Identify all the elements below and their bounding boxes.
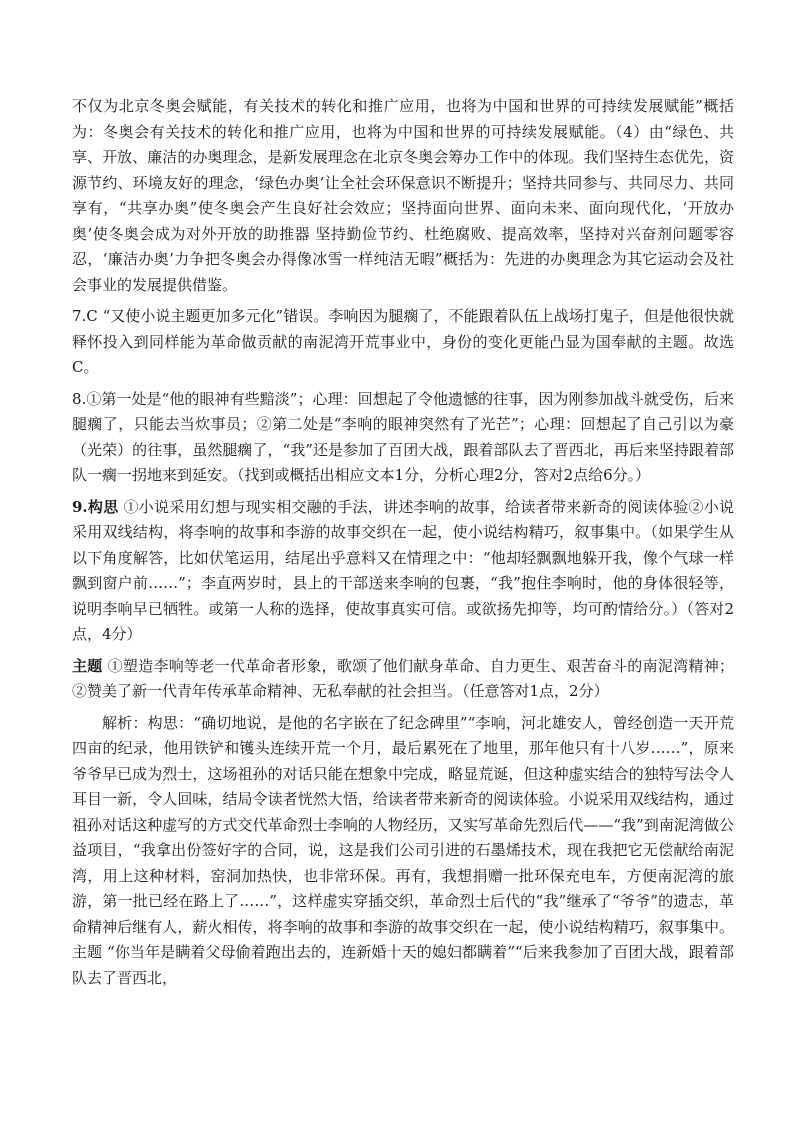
q9-text: ①小说采用幻想与现实相交融的手法，讲述李响的故事，给读者带来新奇的阅读体验②小说采用双线结构，将李响的故事和李游的故事交织在一起，使小说结构精巧，叙事集中。（如果学生从以下角度解答，比如伏笔运用，结尾出乎意料又在情理之中：“他却轻飘飘地躲开我，像个气球一样飘到窗户前……”；李直两岁时，县上的干部送来李响的包裹，“我”抱住李响时，他的身体很轻等，说明李响早已牺牲。或第一人称的选择，使故事真实可信。或欲扬先抑等，均可酌情给分。）（答对2点，4分） [72,497,734,643]
q9-label: 9.构思 [72,497,119,516]
theme-label: 主题 [72,656,103,675]
theme-text: ①塑造李响等老一代革命者形象，歌颂了他们献身革命、自力更生、艰苦奋斗的南泥湾精神；②赞美了新一代青年传承革命精神、无私奉献的社会担当。（任意答对1点，2分） [72,656,734,700]
paragraph-q7: 7.C “又使小说主题更加多元化”错误。李响因为腿瘸了，不能跟着队伍上战场打鬼子，但是他很快就释怀投入到同样能为革命做贡献的南泥湾开荒事业中，身份的变化更能凸显为国奉献的主题。故选C。 [72,307,734,376]
document-body [72,94,734,997]
paragraph-analysis: 解析：构思：“确切地说，是他的名字嵌在了纪念碑里”“李响，河北雄安人，曾经创造一天开荒四亩的纪录，他用铁铲和镬头连续开荒一个月，最后累死在了地里，那年他只有十八岁……”，原来爷爷早已成为烈士，这场祖孙的对话只能在想象中完成，略显荒诞，但这种虚实结合的独特写法令人耳目一新，令人回味，结局令读者恍然大悟，给读者带来新奇的阅读体验。小说采用双线结构，通过祖孙对话这种虚写的方式交代革命烈士李响的人物经历，又实写革命先烈后代——“我”到南泥湾做公益项目，“我拿出份签好字的合同，说，这是我们公司引进的石墨烯技术，现在我把它无偿献给南泥湾，用上这种材料，窑洞加热快，也非常环保。再有，我想捐赠一批环保充电车，方便南泥湾的旅游，第一批已经在路上了……”，这样虚实穿插交织，革命烈士后代的“我”继承了“爷爷”的遗志，革命精神后继有人，薪火相传，将李响的故事和李游的故事交织在一起，使小说结构精巧，叙事集中。主题 “你当年是瞒着父母偷着跑出去的，连新婚十天的媳妇都瞒着”“后来我参加了百团大战，跟着部队去了晋西北， [72,713,734,987]
paragraph-q9 [72,495,734,648]
paragraph-theme [72,654,734,705]
paragraph-q8: 8.①第一处是“他的眼神有些黯淡”；心理：回想起了令他遗憾的往事，因为刚参加战斗就受伤，后来腿瘸了，只能去当炊事员；②第二处是“李响的眼神突然有了光芒”；心理：回想起了自己引以为豪（光荣）的往事，虽然腿瘸了，“我”还是参加了百团大战，跟着部队去了晋西北，再后来坚持跟着部队一瘸一拐地来到延安。（找到或概括出相应文本1分，分析心理2分，答对2点给6分。） [72,389,734,484]
paragraph-q6-continued: 不仅为北京冬奥会赋能，有关技术的转化和推广应用，也将为中国和世界的可持续发展赋能”概括为：冬奥会有关技术的转化和推广应用，也将为中国和世界的可持续发展赋能。（4）由“绿色、共享、开放、廉洁的办奥理念，是新发展理念在北京冬奥会筹办工作中的体现。我们坚持生态优先，资源节约、环境友好的理念，‘绿色办奥’让全社会环保意识不断提升；坚持共同参与、共同尽力、共同享有，“共享办奥”使冬奥会产生良好社会效应；坚持面向世界、面向未来、面向现代化，‘开放办奥’使冬奥会成为对外开放的助推器 坚持勤俭节约、杜绝腐败、提高效率，坚持对兴奋剂问题零容忍，‘廉洁办奥’力争把冬奥会办得像冰雪一样纯洁无暇”概括为：先进的办奥理念为其它运动会及社会事业的发展提供借鉴。 [72,97,734,294]
